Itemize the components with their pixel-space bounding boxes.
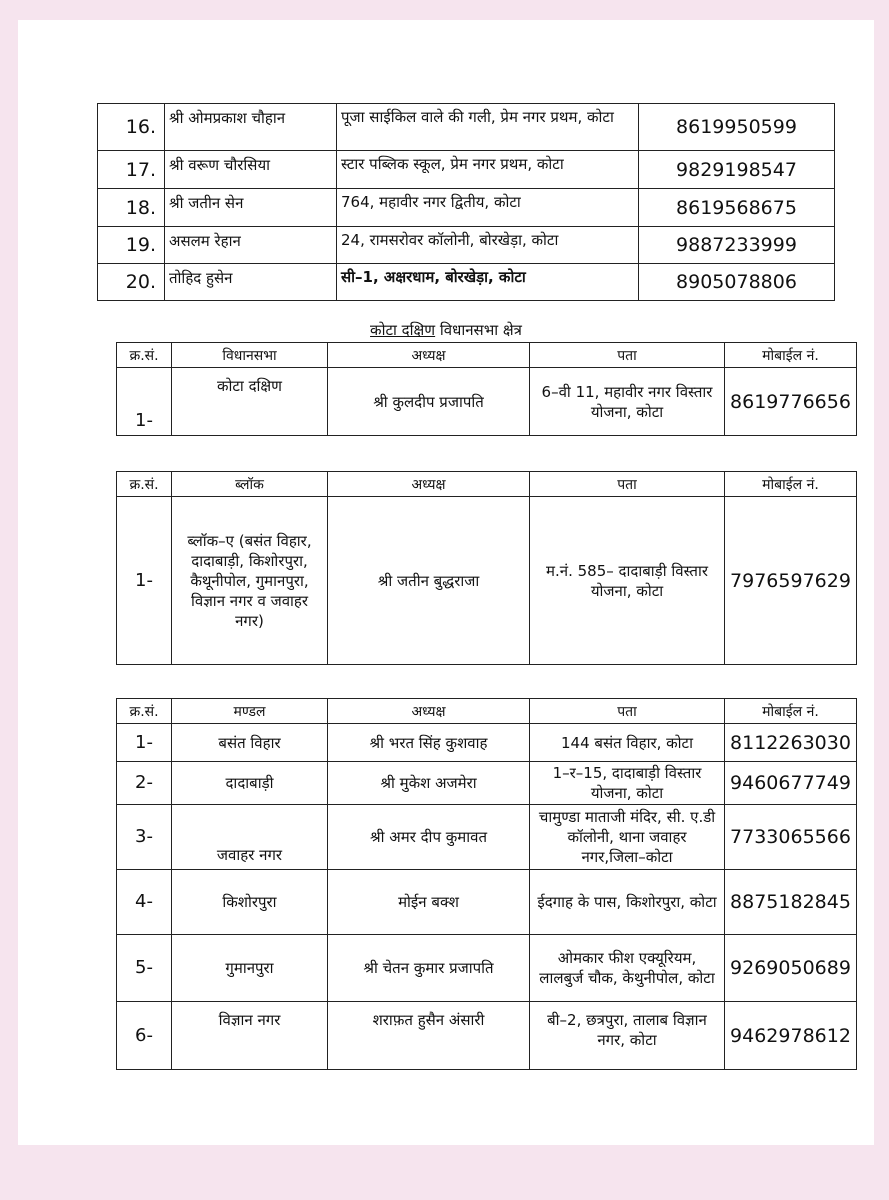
serial-number: 1- <box>117 497 172 665</box>
header-mobile: मोबाईल नं. <box>725 699 857 724</box>
member-name: असलम रेहान <box>165 227 337 264</box>
member-phone: 8905078806 <box>639 264 835 301</box>
table-row <box>98 264 835 301</box>
table-row <box>117 870 857 935</box>
serial-number: 20. <box>98 264 165 301</box>
member-name: श्री जतीन सेन <box>165 189 337 227</box>
address: चामुण्डा माताजी मंदिर, सी. ए.डी कॉलोनी, थाना जवाहर नगर,जिला–कोटा <box>530 805 725 870</box>
table-row <box>98 151 835 189</box>
president-name: श्री भरत सिंह कुशवाह <box>328 724 530 762</box>
member-name: श्री ओमप्रकाश चौहान <box>165 104 337 151</box>
header-address: पता <box>530 699 725 724</box>
mobile-number: 7976597629 <box>725 497 857 665</box>
member-name: तोहिद हुसेन <box>165 264 337 301</box>
table-row <box>117 805 857 870</box>
mobile-number: 9462978612 <box>725 1002 857 1070</box>
mobile-number: 8875182845 <box>725 870 857 935</box>
table-row <box>117 497 857 665</box>
document-page <box>18 20 874 1145</box>
header-address: पता <box>530 343 725 368</box>
president-name: श्री चेतन कुमार प्रजापति <box>328 935 530 1002</box>
address: ईदगाह के पास, किशोरपुरा, कोटा <box>530 870 725 935</box>
serial-number: 2- <box>117 762 172 805</box>
serial-number: 17. <box>98 151 165 189</box>
president-name: श्री मुकेश अजमेरा <box>328 762 530 805</box>
member-phone: 9829198547 <box>639 151 835 189</box>
mobile-number: 9269050689 <box>725 935 857 1002</box>
member-address: 24, रामसरोवर कॉलोनी, बोरखेड़ा, कोटा <box>337 227 639 264</box>
table-row <box>117 1002 857 1070</box>
caption-underlined: कोटा दक्षिण <box>370 321 436 339</box>
table-block <box>116 471 857 665</box>
president-name: श्री जतीन बुद्धराजा <box>328 497 530 665</box>
table-row <box>117 368 857 436</box>
table-header-row <box>117 699 857 724</box>
header-president: अध्यक्ष <box>328 699 530 724</box>
header-president: अध्यक्ष <box>328 343 530 368</box>
member-address: स्टार पब्लिक स्कूल, प्रेम नगर प्रथम, कोटा <box>337 151 639 189</box>
table-row <box>98 189 835 227</box>
header-assembly: विधानसभा <box>172 343 328 368</box>
mobile-number: 9460677749 <box>725 762 857 805</box>
mandal-name: दादाबाड़ी <box>172 762 328 805</box>
serial-number: 18. <box>98 189 165 227</box>
address: बी–2, छत्रपुरा, तालाब विज्ञान नगर, कोटा <box>530 1002 725 1070</box>
header-block: ब्लॉक <box>172 472 328 497</box>
serial-number: 6- <box>117 1002 172 1070</box>
table-header-row <box>117 472 857 497</box>
mandal-name: जवाहर नगर <box>172 805 328 870</box>
table-row <box>117 935 857 1002</box>
table-mandal <box>116 698 857 1070</box>
header-mandal: मण्डल <box>172 699 328 724</box>
header-address: पता <box>530 472 725 497</box>
table-assembly <box>116 342 857 436</box>
member-address: 764, महावीर नगर द्वितीय, कोटा <box>337 189 639 227</box>
header-sn: क्र.सं. <box>117 343 172 368</box>
member-phone: 8619568675 <box>639 189 835 227</box>
table-members-continued <box>97 103 835 301</box>
table-row <box>98 104 835 151</box>
serial-number: 1- <box>117 724 172 762</box>
member-name: श्री वरूण चौरसिया <box>165 151 337 189</box>
assembly-name: कोटा दक्षिण <box>172 368 328 436</box>
section-caption <box>18 320 874 340</box>
mandal-name: विज्ञान नगर <box>172 1002 328 1070</box>
address: 144 बसंत विहार, कोटा <box>530 724 725 762</box>
table-header-row <box>117 343 857 368</box>
mobile-number: 8619776656 <box>725 368 857 436</box>
table-row <box>117 762 857 805</box>
table-row <box>98 227 835 264</box>
serial-number: 16. <box>98 104 165 151</box>
address: ओमकार फीश एक्यूरियम, लालबुर्ज चौक, केथुनीपोल, कोटा <box>530 935 725 1002</box>
mobile-number: 7733065566 <box>725 805 857 870</box>
president-name: शराफ़त हुसैन अंसारी <box>328 1002 530 1070</box>
table-row <box>117 724 857 762</box>
serial-number: 1- <box>117 368 172 436</box>
mobile-number: 8112263030 <box>725 724 857 762</box>
header-sn: क्र.सं. <box>117 699 172 724</box>
address: 1–र–15, दादाबाड़ी विस्तार योजना, कोटा <box>530 762 725 805</box>
serial-number: 5- <box>117 935 172 1002</box>
mandal-name: बसंत विहार <box>172 724 328 762</box>
member-phone: 8619950599 <box>639 104 835 151</box>
member-phone: 9887233999 <box>639 227 835 264</box>
mandal-name: किशोरपुरा <box>172 870 328 935</box>
block-name: ब्लॉक–ए (बसंत विहार, दादाबाड़ी, किशोरपुरा, कैथूनीपोल, गुमानपुरा, विज्ञान नगर व जवाहर नगर) <box>172 497 328 665</box>
member-address: पूजा साईकिल वाले की गली, प्रेम नगर प्रथम, कोटा <box>337 104 639 151</box>
member-address: सी–1, अक्षरधाम, बोरखेड़ा, कोटा <box>337 264 639 301</box>
header-mobile: मोबाईल नं. <box>725 472 857 497</box>
president-name: श्री अमर दीप कुमावत <box>328 805 530 870</box>
president-name: श्री कुलदीप प्रजापति <box>328 368 530 436</box>
header-sn: क्र.सं. <box>117 472 172 497</box>
address: म.नं. 585– दादाबाड़ी विस्तार योजना, कोटा <box>530 497 725 665</box>
mandal-name: गुमानपुरा <box>172 935 328 1002</box>
president-name: मोईन बक्श <box>328 870 530 935</box>
serial-number: 3- <box>117 805 172 870</box>
serial-number: 4- <box>117 870 172 935</box>
header-president: अध्यक्ष <box>328 472 530 497</box>
caption-rest: विधानसभा क्षेत्र <box>435 321 522 339</box>
header-mobile: मोबाईल नं. <box>725 343 857 368</box>
address: 6–वी 11, महावीर नगर विस्तार योजना, कोटा <box>530 368 725 436</box>
serial-number: 19. <box>98 227 165 264</box>
